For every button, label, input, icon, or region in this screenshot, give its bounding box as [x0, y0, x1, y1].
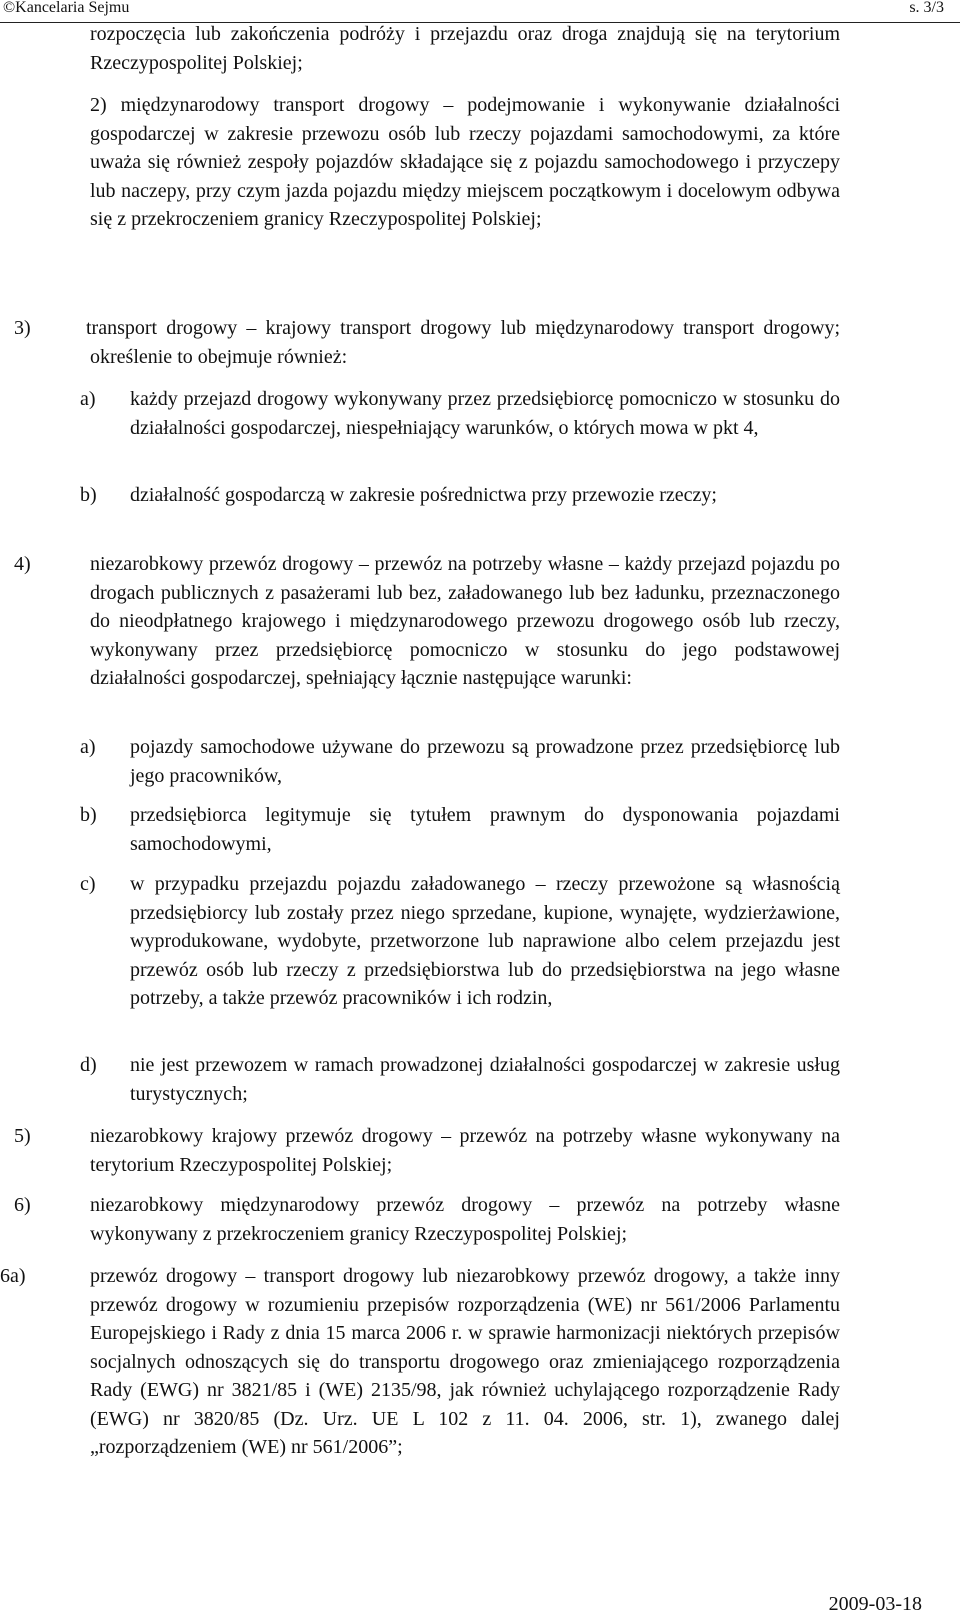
item-label: 6a) — [0, 1265, 26, 1287]
list-item — [14, 1122, 840, 1179]
list-item — [80, 385, 840, 442]
header-publisher: ©Kancelaria Sejmu — [3, 0, 130, 16]
list-item — [0, 1262, 840, 1462]
item-label: 5) — [14, 1125, 31, 1147]
item-label: 4) — [14, 553, 31, 575]
list-item — [80, 801, 840, 858]
item-label: d) — [80, 1054, 97, 1076]
item-label: b) — [80, 484, 97, 506]
list-item — [80, 1051, 840, 1108]
list-item — [80, 481, 840, 510]
intro-paragraph: rozpoczęcia lub zakończenia podróży i przejazdu oraz droga znajdują się na terytorium Rzeczypospolitej Polskiej; — [90, 23, 840, 74]
list-item — [90, 91, 840, 234]
item-text: przedsiębiorca legitymuje się tytułem prawnym do dysponowania pojazdami samochodowymi, — [130, 804, 840, 855]
list-item — [14, 550, 840, 693]
item-label: 3) — [14, 317, 31, 339]
item-label: a) — [80, 736, 96, 758]
item-text: przewóz drogowy – transport drogowy lub niezarobkowy przewóz drogowy, a także inny przewóz drogowy w rozumieniu przepisów rozporządzenia (WE) nr 561/2006 Parlamentu Europejskiego i Rady z dnia 15 marca 2006 r. w sprawie harmonizacji niektórych przepisów socjalnych odnoszących się do transportu drogowego oraz zmieniającego rozporządzenia Rady (EWG) nr 3821/85 i (WE) 2135/98, jak również uchylającego rozporządzenie Rady (EWG) nr 3820/85 (Dz. Urz. UE L 102 z 11. 04. 2006, str. 1), zwanego dalej „rozporządzeniem (WE) nr 561/2006”; — [90, 1265, 840, 1458]
header-page-number: s. 3/3 — [909, 0, 944, 16]
item-text: każdy przejazd drogowy wykonywany przez przedsiębiorcę pomocniczo w stosunku do działalności gospodarczej, niespełniający warunków, o których mowa w pkt 4, — [130, 388, 840, 439]
item-text: działalność gospodarczą w zakresie pośrednictwa przy przewozie rzeczy; — [130, 484, 717, 506]
item-text: międzynarodowy transport drogowy – podejmowanie i wykonywanie działalności gospodarczej w zakresie przewozu osób lub rzeczy pojazdami samochodowymi, za które uważa się również zespoły pojazdów składające się z pojazdu samochodowego i przyczepy lub naczepy, przy czym jazda pojazdu między miejscem początkowym i docelowym odbywa się z przekroczeniem granicy Rzeczypospolitej Polskiej; — [90, 94, 841, 230]
list-item — [80, 870, 840, 1013]
item-label: c) — [80, 873, 96, 895]
item-text: niezarobkowy przewóz drogowy – przewóz na potrzeby własne – każdy przejazd pojazdu po drogach publicznych z pasażerami lub bez, załadowanego lub bez ładunku, przeznaczonego do nieodpłatnego krajowego i międzynarodowego przewozu drogowego osób lub rzeczy, wykonywany przez przedsiębiorcę pomocniczo w stosunku do jego podstawowej działalności gospodarczej, spełniający łącznie następujące warunki: — [90, 553, 840, 689]
item-text: pojazdy samochodowe używane do przewozu są prowadzone przez przedsiębiorcę lub jego pracowników, — [130, 736, 840, 787]
item-text: nie jest przewozem w ramach prowadzonej działalności gospodarczej w zakresie usług turystycznych; — [130, 1054, 840, 1105]
item-label: a) — [80, 388, 96, 410]
footer-date: 2009-03-18 — [828, 1593, 922, 1615]
item-label: 6) — [14, 1194, 31, 1216]
list-item — [14, 314, 840, 371]
item-text: niezarobkowy krajowy przewóz drogowy – przewóz na potrzeby własne wykonywany na terytorium Rzeczypospolitej Polskiej; — [90, 1125, 840, 1176]
item-text: w przypadku przejazdu pojazdu załadowanego – rzeczy przewożone są własnością przedsiębiorcy lub zostały przez niego sprzedane, kupione, wynajęte, wydzierżawione, wyprodukowane, wydobyte, przetworzone lub naprawione albo celem przejazdu jest przewóz osób lub rzeczy z przedsiębiorstwa lub do przedsiębiorstwa na jego własne potrzeby, a także przewóz pracowników i ich rodzin, — [130, 873, 840, 1009]
item-text: transport drogowy – krajowy transport drogowy lub międzynarodowy transport drogowy; określenie to obejmuje również: — [86, 317, 840, 368]
list-item — [14, 1191, 840, 1248]
item-label: b) — [80, 804, 97, 826]
item-label: 2) — [90, 94, 107, 116]
item-text: niezarobkowy międzynarodowy przewóz drogowy – przewóz na potrzeby własne wykonywany z przekroczeniem granicy Rzeczypospolitej Polskiej; — [90, 1194, 840, 1245]
list-item — [80, 733, 840, 790]
